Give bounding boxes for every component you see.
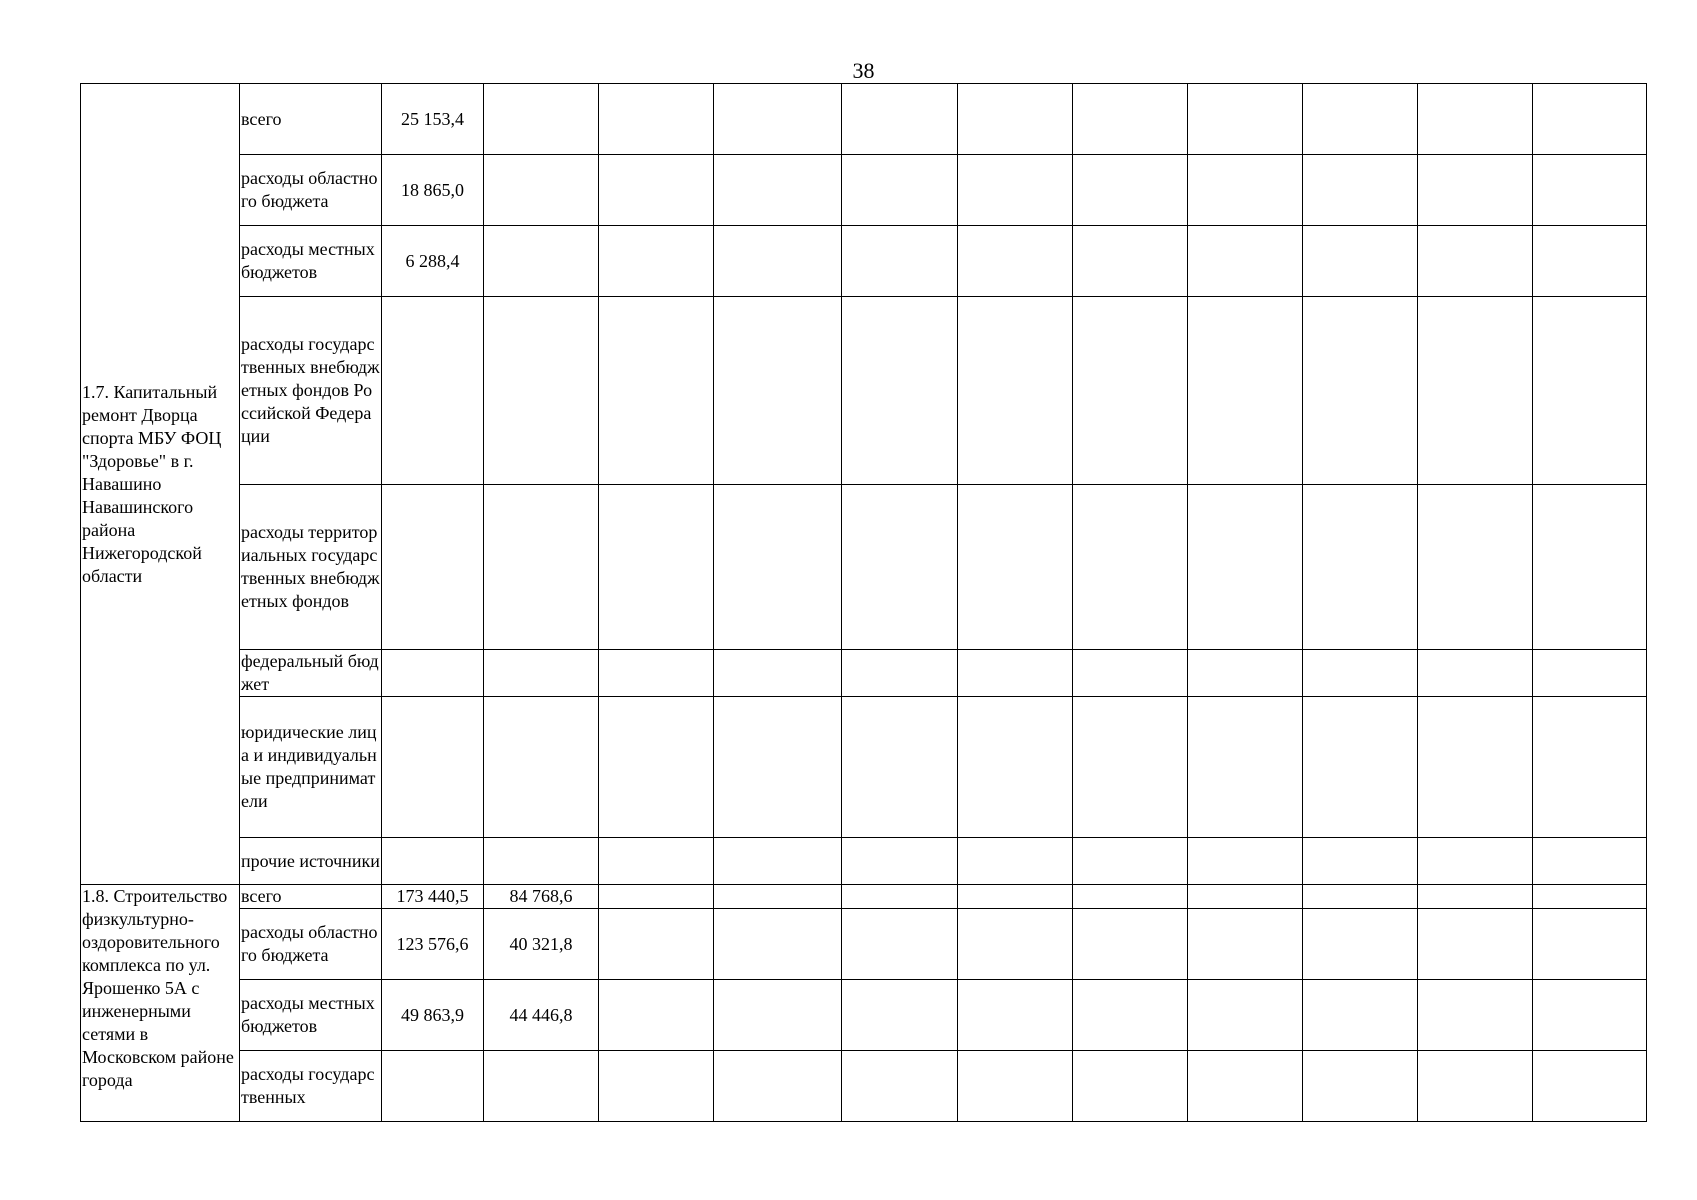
empty-cell xyxy=(958,697,1073,838)
funding-source-cell: расходы территориальных государственных внебюджетных фондов xyxy=(240,485,382,650)
funding-source-cell: расходы областного бюджета xyxy=(240,909,382,980)
table-row xyxy=(81,297,1647,485)
empty-cell xyxy=(1303,650,1418,697)
empty-cell xyxy=(842,1051,958,1122)
empty-cell xyxy=(1073,650,1188,697)
empty-cell xyxy=(1073,697,1188,838)
table-row xyxy=(81,697,1647,838)
empty-cell xyxy=(714,297,842,485)
value-cell xyxy=(382,697,484,838)
empty-cell xyxy=(1533,650,1647,697)
value-cell: 84 768,6 xyxy=(484,885,599,909)
empty-cell xyxy=(1418,155,1533,226)
empty-cell xyxy=(842,980,958,1051)
empty-cell xyxy=(958,838,1073,885)
empty-cell xyxy=(1533,226,1647,297)
empty-cell xyxy=(1073,485,1188,650)
empty-cell xyxy=(1188,155,1303,226)
section-name-cell xyxy=(81,885,240,1122)
empty-cell xyxy=(842,155,958,226)
empty-cell xyxy=(842,838,958,885)
funding-source-cell: прочие источники xyxy=(240,838,382,885)
empty-cell xyxy=(1188,1051,1303,1122)
empty-cell xyxy=(1188,980,1303,1051)
value-cell xyxy=(484,838,599,885)
empty-cell xyxy=(599,84,714,155)
empty-cell xyxy=(599,1051,714,1122)
value-cell: 40 321,8 xyxy=(484,909,599,980)
empty-cell xyxy=(1188,297,1303,485)
table-row xyxy=(81,1051,1647,1122)
empty-cell xyxy=(599,297,714,485)
value-cell: 49 863,9 xyxy=(382,980,484,1051)
empty-cell xyxy=(1533,485,1647,650)
empty-cell xyxy=(714,1051,842,1122)
empty-cell xyxy=(842,697,958,838)
table-row xyxy=(81,838,1647,885)
section-name: 1.7. Капитальный ремонт Дворца спорта МБУ ФОЦ "Здоровье" в г. Навашино Навашинского района Нижегородской области xyxy=(82,381,222,586)
empty-cell xyxy=(1188,885,1303,909)
empty-cell xyxy=(842,485,958,650)
funding-source-cell: расходы государственных xyxy=(240,1051,382,1122)
empty-cell xyxy=(1418,84,1533,155)
funding-source-cell: юридические лица и индивидуальные предприниматели xyxy=(240,697,382,838)
value-cell xyxy=(382,297,484,485)
empty-cell xyxy=(1303,84,1418,155)
page-number: 38 xyxy=(852,58,875,83)
empty-cell xyxy=(714,650,842,697)
funding-source-cell: расходы государственных внебюджетных фондов Российской Федерации xyxy=(240,297,382,485)
funding-source-cell: расходы областного бюджета xyxy=(240,155,382,226)
value-cell xyxy=(484,155,599,226)
empty-cell xyxy=(1533,1051,1647,1122)
empty-cell xyxy=(599,155,714,226)
empty-cell xyxy=(1533,84,1647,155)
empty-cell xyxy=(1303,485,1418,650)
value-cell xyxy=(484,84,599,155)
empty-cell xyxy=(1418,885,1533,909)
empty-cell xyxy=(714,885,842,909)
empty-cell xyxy=(1418,485,1533,650)
empty-cell xyxy=(1188,485,1303,650)
section-name: 1.8. Строительство физкультурно-оздоровительного комплекса по ул. Ярошенко 5А с инженерными сетями в Московском районе города xyxy=(82,886,234,1090)
empty-cell xyxy=(958,84,1073,155)
empty-cell xyxy=(714,980,842,1051)
value-cell xyxy=(484,485,599,650)
empty-cell xyxy=(1303,885,1418,909)
empty-cell xyxy=(958,155,1073,226)
value-cell: 44 446,8 xyxy=(484,980,599,1051)
value-cell xyxy=(484,1051,599,1122)
empty-cell xyxy=(842,909,958,980)
empty-cell xyxy=(1188,84,1303,155)
value-cell: 173 440,5 xyxy=(382,885,484,909)
empty-cell xyxy=(599,697,714,838)
empty-cell xyxy=(958,650,1073,697)
empty-cell xyxy=(599,838,714,885)
empty-cell xyxy=(1303,226,1418,297)
empty-cell xyxy=(1073,155,1188,226)
empty-cell xyxy=(1073,980,1188,1051)
empty-cell xyxy=(842,226,958,297)
empty-cell xyxy=(1303,980,1418,1051)
empty-cell xyxy=(599,885,714,909)
empty-cell xyxy=(1533,885,1647,909)
empty-cell xyxy=(1418,1051,1533,1122)
empty-cell xyxy=(714,697,842,838)
table-row xyxy=(81,909,1647,980)
empty-cell xyxy=(1418,980,1533,1051)
value-cell xyxy=(382,838,484,885)
empty-cell xyxy=(714,155,842,226)
empty-cell xyxy=(958,980,1073,1051)
table-row xyxy=(81,155,1647,226)
empty-cell xyxy=(1303,297,1418,485)
funding-source-cell: расходы местных бюджетов xyxy=(240,980,382,1051)
funding-source-cell: федеральный бюджет xyxy=(240,650,382,697)
empty-cell xyxy=(1303,838,1418,885)
empty-cell xyxy=(599,909,714,980)
funding-source-cell: всего xyxy=(240,885,382,909)
empty-cell xyxy=(1188,650,1303,697)
funding-source-cell: всего xyxy=(240,84,382,155)
table-row xyxy=(81,485,1647,650)
empty-cell xyxy=(1188,697,1303,838)
empty-cell xyxy=(1073,84,1188,155)
empty-cell xyxy=(1533,297,1647,485)
empty-cell xyxy=(1073,885,1188,909)
empty-cell xyxy=(1073,1051,1188,1122)
empty-cell xyxy=(1533,909,1647,980)
value-cell: 25 153,4 xyxy=(382,84,484,155)
empty-cell xyxy=(714,909,842,980)
value-cell: 6 288,4 xyxy=(382,226,484,297)
value-cell: 123 576,6 xyxy=(382,909,484,980)
empty-cell xyxy=(714,838,842,885)
empty-cell xyxy=(1418,838,1533,885)
value-cell: 18 865,0 xyxy=(382,155,484,226)
empty-cell xyxy=(1188,909,1303,980)
value-cell xyxy=(382,485,484,650)
empty-cell xyxy=(1303,155,1418,226)
empty-cell xyxy=(958,1051,1073,1122)
empty-cell xyxy=(1418,650,1533,697)
empty-cell xyxy=(1073,909,1188,980)
empty-cell xyxy=(958,226,1073,297)
empty-cell xyxy=(1418,226,1533,297)
empty-cell xyxy=(714,485,842,650)
empty-cell xyxy=(599,980,714,1051)
empty-cell xyxy=(958,885,1073,909)
empty-cell xyxy=(958,297,1073,485)
empty-cell xyxy=(599,650,714,697)
empty-cell xyxy=(1418,909,1533,980)
empty-cell xyxy=(842,297,958,485)
table-row xyxy=(81,650,1647,697)
table-row xyxy=(81,226,1647,297)
empty-cell xyxy=(1533,697,1647,838)
empty-cell xyxy=(958,909,1073,980)
empty-cell xyxy=(1303,697,1418,838)
value-cell xyxy=(382,1051,484,1122)
empty-cell xyxy=(599,485,714,650)
empty-cell xyxy=(1303,909,1418,980)
empty-cell xyxy=(1303,1051,1418,1122)
empty-cell xyxy=(1073,838,1188,885)
empty-cell xyxy=(1188,226,1303,297)
empty-cell xyxy=(714,84,842,155)
empty-cell xyxy=(958,485,1073,650)
value-cell xyxy=(484,650,599,697)
empty-cell xyxy=(1533,155,1647,226)
empty-cell xyxy=(1418,297,1533,485)
value-cell xyxy=(484,297,599,485)
value-cell xyxy=(484,226,599,297)
empty-cell xyxy=(1188,838,1303,885)
value-cell xyxy=(382,650,484,697)
empty-cell xyxy=(1073,226,1188,297)
budget-table xyxy=(80,83,1647,1122)
empty-cell xyxy=(599,226,714,297)
value-cell xyxy=(484,697,599,838)
empty-cell xyxy=(1533,838,1647,885)
section-name-cell xyxy=(81,84,240,885)
funding-source-cell: расходы местных бюджетов xyxy=(240,226,382,297)
empty-cell xyxy=(714,226,842,297)
empty-cell xyxy=(1073,297,1188,485)
empty-cell xyxy=(1533,980,1647,1051)
table-row xyxy=(81,885,1647,909)
empty-cell xyxy=(842,84,958,155)
table-row xyxy=(81,84,1647,155)
empty-cell xyxy=(1418,697,1533,838)
empty-cell xyxy=(842,885,958,909)
empty-cell xyxy=(842,650,958,697)
table-row xyxy=(81,980,1647,1051)
